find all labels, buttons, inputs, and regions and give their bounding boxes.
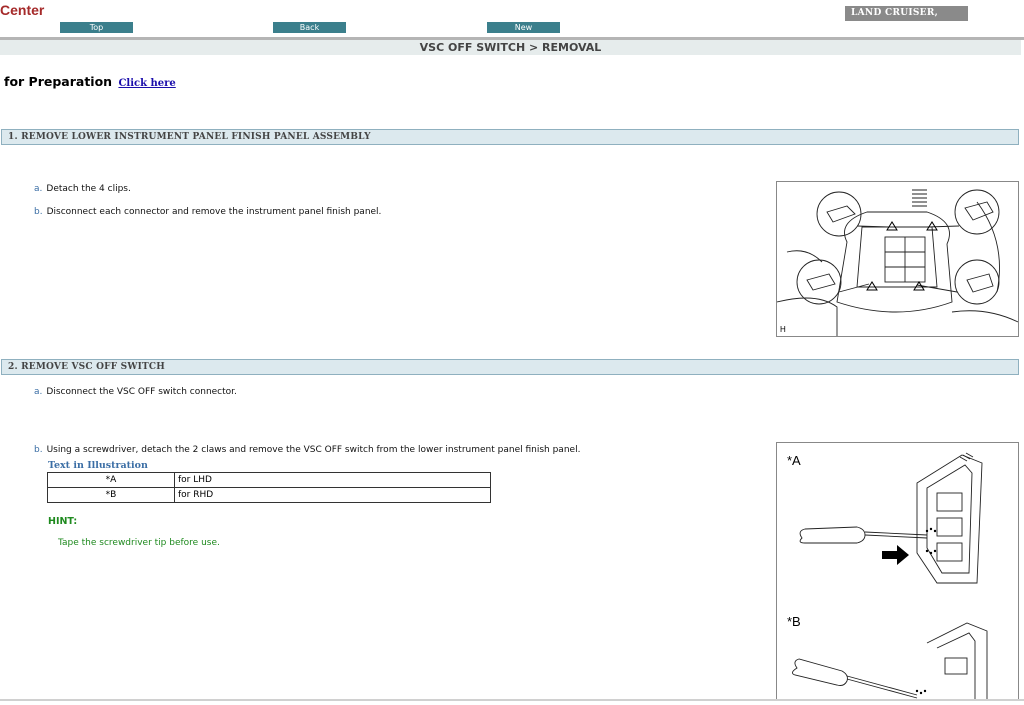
step2-title: 2. REMOVE VSC OFF SWITCH [1,359,1019,375]
preparation-link[interactable]: Click here [118,78,176,89]
item-marker: b. [34,207,43,217]
screwdriver-illustration [777,443,1018,701]
header-title: Center [0,2,45,18]
figure-label-h: H [780,325,786,334]
preparation-text: for Preparation [4,74,113,89]
step2-figure [776,442,1019,701]
step1-title: 1. REMOVE LOWER INSTRUMENT PANEL FINISH PANEL ASSEMBLY [1,129,1019,145]
item-text: Using a screwdriver, detach the 2 claws and remove the VSC OFF switch from the lower instrument panel finish panel. [46,445,581,455]
item-text: Disconnect each connector and remove the instrument panel finish panel. [46,207,382,217]
item-text: Detach the 4 clips. [46,184,131,194]
step1-item-a [34,184,131,194]
illustration-table-title: Text in Illustration [48,460,148,471]
item-text: Disconnect the VSC OFF switch connector. [46,387,237,397]
item-marker: a. [34,184,43,194]
table-row [48,473,491,488]
page-title: VSC OFF SWITCH > REMOVAL [0,40,1021,55]
hint-text: Tape the screwdriver tip before use. [58,538,220,548]
step1-item-b [34,207,381,217]
model-badge: LAND CRUISER, [845,6,968,21]
illustration-table [47,472,491,503]
step2-item-b [34,445,580,455]
item-marker: b. [34,445,43,455]
top-button[interactable]: Top [60,22,133,33]
item-marker: a. [34,387,43,397]
hint-label: HINT: [48,516,78,527]
step2-item-a [34,387,237,397]
new-button[interactable]: New [487,22,560,33]
table-cell-value: for LHD [175,473,491,488]
figure-label-a: *A [787,453,801,468]
figure-label-b: *B [787,614,801,629]
table-cell-value: for RHD [175,488,491,503]
instrument-panel-illustration [777,182,1018,336]
back-button[interactable]: Back [273,22,346,33]
table-cell-key: *A [48,473,175,488]
table-row [48,488,491,503]
step1-figure [776,181,1019,337]
preparation-line [4,74,176,89]
table-cell-key: *B [48,488,175,503]
